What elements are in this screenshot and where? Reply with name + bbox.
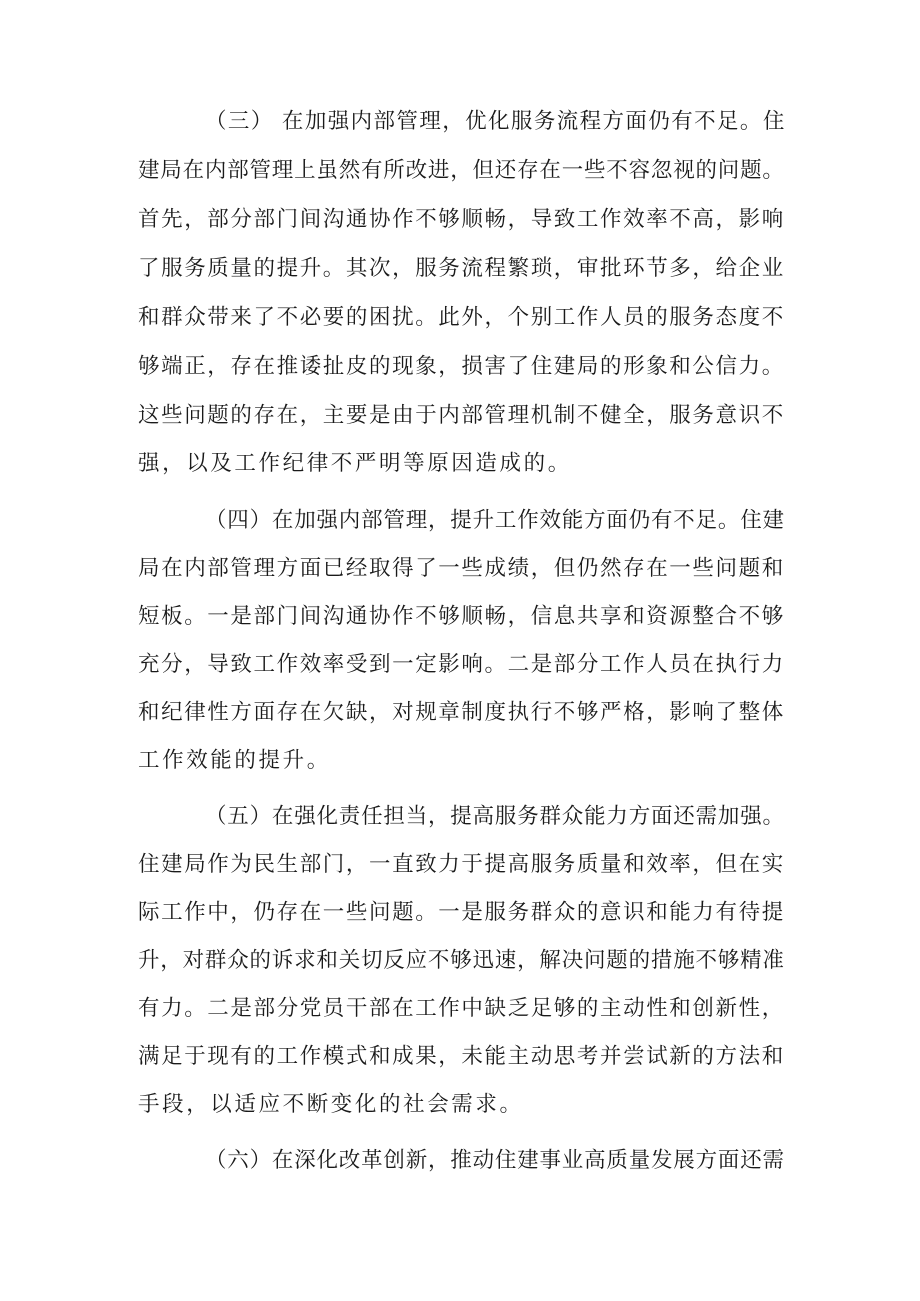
paragraph-5-line-3: 际工作中，仍存在一些问题。一是服务群众的意识和能力有待提 — [138, 900, 785, 925]
paragraph-4-line-1: （四）在加强内部管理，提升工作效能方面仍有不足。住建 — [205, 508, 785, 533]
paragraph-3-line-1: （三） 在加强内部管理，优化服务流程方面仍有不足。住 — [205, 109, 786, 134]
paragraph-5-line-1: （五）在强化责任担当，提高服务群众能力方面还需加强。 — [205, 804, 785, 829]
paragraph-3-line-5: 和群众带来了不必要的困扰。此外，个别工作人员的服务态度不 — [138, 305, 785, 330]
paragraph-3-line-8: 强，以及工作纪律不严明等原因造成的。 — [138, 451, 572, 476]
paragraph-6-line-1: （六）在深化改革创新，推动住建事业高质量发展方面还需 — [205, 1148, 785, 1173]
paragraph-5-line-2: 住建局作为民生部门，一直致力于提高服务质量和效率，但在实 — [138, 852, 785, 877]
paragraph-3-line-7: 这些问题的存在，主要是由于内部管理机制不健全，服务意识不 — [138, 403, 785, 428]
paragraph-4-line-6: 工作效能的提升。 — [138, 748, 331, 773]
paragraph-5-line-7: 手段，以适应不断变化的社会需求。 — [138, 1092, 524, 1117]
paragraph-5-line-6: 满足于现有的工作模式和成果，未能主动思考并尝试新的方法和 — [138, 1044, 785, 1069]
paragraph-5-line-4: 升，对群众的诉求和关切反应不够迅速，解决问题的措施不够精准 — [138, 948, 785, 973]
paragraph-4-line-3: 短板。一是部门间沟通协作不够顺畅，信息共享和资源整合不够 — [138, 604, 785, 629]
paragraph-3-line-4: 了服务质量的提升。其次，服务流程繁琐，审批环节多，给企业 — [138, 256, 785, 281]
paragraph-5-line-5: 有力。二是部分党员干部在工作中缺乏足够的主动性和创新性， — [138, 996, 785, 1021]
paragraph-3-line-6: 够端正，存在推诿扯皮的现象，损害了住建局的形象和公信力。 — [138, 354, 785, 379]
paragraph-3-line-3: 首先，部分部门间沟通协作不够顺畅，导致工作效率不高，影响 — [138, 207, 785, 232]
paragraph-3-line-2: 建局在内部管理上虽然有所改进，但还存在一些不容忽视的问题。 — [138, 158, 785, 183]
paragraph-4-line-5: 和纪律性方面存在欠缺，对规章制度执行不够严格，影响了整体 — [138, 700, 785, 725]
paragraph-4-line-4: 充分，导致工作效率受到一定影响。二是部分工作人员在执行力 — [138, 652, 785, 677]
paragraph-4-line-2: 局在内部管理方面已经取得了一些成绩，但仍然存在一些问题和 — [138, 556, 785, 581]
